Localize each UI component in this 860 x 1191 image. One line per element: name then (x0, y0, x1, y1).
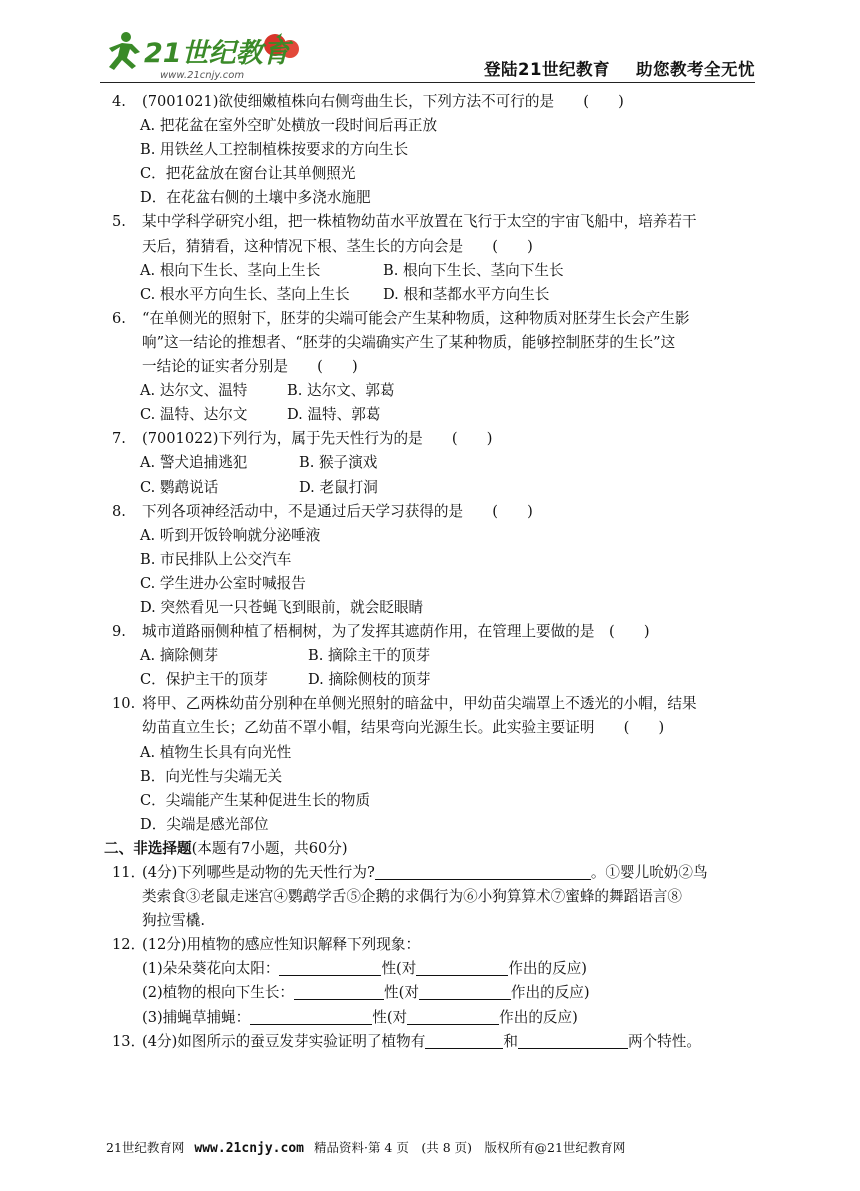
answer-blank[interactable] (425, 1032, 503, 1049)
option-row (112, 403, 762, 427)
sub-question-text: 性(对 (384, 984, 419, 1002)
sub-question-text: 作出的反应) (510, 984, 590, 1002)
footer-left: 21世纪教育网 (106, 1140, 185, 1155)
question-stem-mid: 和 (503, 1032, 518, 1050)
option-c: C．尖端能产生某种促进生长的物质 (140, 791, 371, 809)
answer-blank[interactable] (375, 863, 591, 880)
option-c: C．保护主干的顶芽 (140, 671, 268, 689)
option-d: D. 根和茎都水平方向生长 (383, 285, 550, 303)
question-stem: (4分)如图所示的蚕豆发芽实验证明了植物有 (142, 1032, 426, 1050)
question-stem: “在单侧光的照射下，胚芽的尖端可能会产生某种物质，这种物质对胚芽生长会产生影 (142, 309, 690, 327)
question-stem-cont: 天后，猜猜看，这种情况下根、茎生长的方向会是 ( ) (142, 237, 533, 255)
logo-21cnjy (100, 28, 310, 84)
page-footer (106, 1138, 625, 1156)
question-stem: (12分)用植物的感应性知识解释下列现象： (142, 936, 421, 954)
sub-question-text: 性(对 (372, 1008, 408, 1026)
slogan-right: 助您教考全无忧 (636, 60, 755, 79)
question-list (104, 90, 762, 1054)
sub-question-label: (2)植物的根向下生长： (142, 984, 295, 1002)
option-a: A. 根向下生长、茎向上生长 (140, 261, 321, 279)
question-stem-tail: 。①婴儿吮奶②鸟 (590, 864, 708, 881)
answer-blank[interactable] (419, 983, 511, 1000)
option-row (112, 451, 762, 475)
question-number: 9. (112, 623, 126, 641)
sub-question-2 (112, 981, 762, 1005)
question-number: 8. (112, 502, 126, 520)
question-stem-cont: 幼苗直立生长；乙幼苗不罩小帽，结果弯向光源生长。此实验主要证明 ( ) (142, 719, 665, 737)
option-b: B. 根向下生长、茎向下生长 (383, 261, 564, 279)
option-d: D. 突然看见一只苍蝇飞到眼前，就会眨眼睛 (140, 598, 424, 616)
sub-question-text: 作出的反应) (508, 960, 587, 978)
section-heading (104, 837, 762, 861)
logo-text: 21世纪教育 (144, 38, 290, 69)
page-header (100, 28, 755, 84)
question-4 (112, 90, 762, 114)
question-stem-tail: 两个特性。 (627, 1032, 701, 1050)
question-stem: 城市道路丽侧种植了梧桐树，为了发挥其遮荫作用，在管理上要做的是 ( ) (142, 623, 650, 641)
question-stem: 某中学科学研究小组，把一株植物幼苗水平放置在飞行于太空的宇宙飞船中，培养若干 (142, 213, 697, 231)
answer-blank[interactable] (416, 959, 508, 976)
question-11 (112, 861, 762, 885)
option-row (112, 259, 762, 283)
question-number: 7. (112, 430, 126, 448)
header-slogan (484, 56, 755, 80)
option-d: D. 摘除侧枝的顶芽 (308, 671, 431, 689)
option-d: D．在花盆右侧的土壤中多浇水施肥 (140, 189, 371, 207)
option-a: A. 达尔文、温特 (140, 382, 248, 400)
question-7 (112, 427, 762, 451)
sub-question-1 (112, 957, 762, 981)
option-c: C. 根水平方向生长、茎向上生长 (140, 285, 350, 303)
question-13 (112, 1030, 762, 1054)
question-stem: (7001022)下列行为，属于先天性行为的是 ( ) (142, 430, 493, 448)
footer-site: www.21cnjy.com (194, 1141, 304, 1156)
answer-blank[interactable] (294, 983, 384, 1000)
question-stem-cont: 类索食③老鼠走迷宫④鹦鹉学舌⑤企鹅的求偶行为⑥小狗算算术⑦蜜蜂的舞蹈语言⑧ (142, 888, 682, 906)
sub-question-label: (3)捕蝇草捕蝇： (142, 1008, 251, 1026)
option-a: A. 把花盆在室外空旷处横放一段时间后再正放 (140, 117, 438, 135)
option-b: B. 猴子演戏 (299, 454, 378, 472)
option-b: B. 达尔文、郭葛 (287, 382, 395, 400)
question-stem: (7001021)欲使细嫩植株向右侧弯曲生长，下列方法不可行的是 ( ) (142, 93, 624, 110)
question-number: 5. (112, 213, 126, 231)
logo-url: www.21cnjy.com (160, 70, 245, 81)
option-d: D. 温特、郭葛 (287, 406, 381, 424)
option-row (112, 644, 762, 668)
answer-blank[interactable] (407, 1008, 499, 1025)
question-stem: 将甲、乙两株幼苗分别种在单侧光照射的暗盆中，甲幼苗尖端罩上不透光的小帽，结果 (142, 695, 697, 713)
option-row (112, 283, 762, 307)
option-b: B. 摘除主干的顶芽 (308, 647, 431, 665)
option-a: A. 警犬追捕逃犯 (140, 454, 248, 472)
question-5 (112, 210, 762, 234)
option-a: A. 植物生长具有向光性 (140, 743, 292, 761)
question-number: 10. (112, 695, 136, 713)
question-6 (112, 307, 762, 331)
option-a: A. 摘除侧芽 (140, 647, 219, 665)
question-number: 4. (112, 93, 126, 110)
option-b: B. 市民排队上公交汽车 (140, 550, 292, 568)
question-9 (112, 620, 762, 644)
question-number: 6. (112, 309, 126, 327)
question-number: 13． (112, 1032, 146, 1050)
sub-question-text: 性(对 (381, 960, 417, 978)
question-8 (112, 500, 762, 524)
header-rule (100, 82, 755, 83)
option-c: C. 温特、达尔文 (140, 406, 248, 424)
answer-blank[interactable] (518, 1032, 628, 1049)
answer-blank[interactable] (279, 959, 381, 976)
runner-icon (109, 32, 140, 70)
section-note: (本题有7小题，共60分) (191, 839, 348, 857)
sub-question-text: 作出的反应) (499, 1008, 578, 1026)
question-stem-cont: 响”这一结论的推想者、“胚芽的尖端确实产生了某种物质，能够控制胚芽的生长”这 (142, 333, 676, 351)
option-d: D．尖端是感光部位 (140, 815, 269, 833)
sub-question-3 (112, 1006, 762, 1030)
question-number: 12． (112, 936, 146, 954)
question-stem: (4分)下列哪些是动物的先天性行为? (142, 864, 375, 881)
question-stem-cont: 一结论的证实者分别是 ( ) (142, 358, 358, 376)
option-b: B．向光性与尖端无关 (140, 767, 283, 785)
answer-blank[interactable] (250, 1008, 372, 1025)
option-c: C. 鹦鹉说话 (140, 478, 219, 496)
option-row (112, 476, 762, 500)
option-row (112, 379, 762, 403)
sub-question-label: (1)朵朵葵花向太阳： (142, 960, 280, 978)
footer-right: 精品资料·第 4 页 (共 8 页) 版权所有@21世纪教育网 (313, 1140, 626, 1155)
option-b: B. 用铁丝人工控制植株按要求的方向生长 (140, 141, 409, 159)
question-number: 11． (112, 864, 146, 881)
question-10 (112, 692, 762, 716)
question-12 (112, 933, 762, 957)
slogan-left: 登陆21世纪教育 (484, 60, 610, 79)
section-title: 二、非选择题 (104, 839, 192, 857)
option-c: C．把花盆放在窗台让其单侧照光 (140, 165, 356, 183)
option-row (112, 668, 762, 692)
option-d: D. 老鼠打洞 (299, 478, 378, 496)
question-stem-cont: 狗拉雪橇. (142, 912, 206, 930)
option-a: A. 听到开饭铃响就分泌唾液 (140, 526, 321, 544)
option-c: C. 学生进办公室时喊报告 (140, 574, 306, 592)
question-stem: 下列各项神经活动中，不是通过后天学习获得的是 ( ) (142, 502, 533, 520)
